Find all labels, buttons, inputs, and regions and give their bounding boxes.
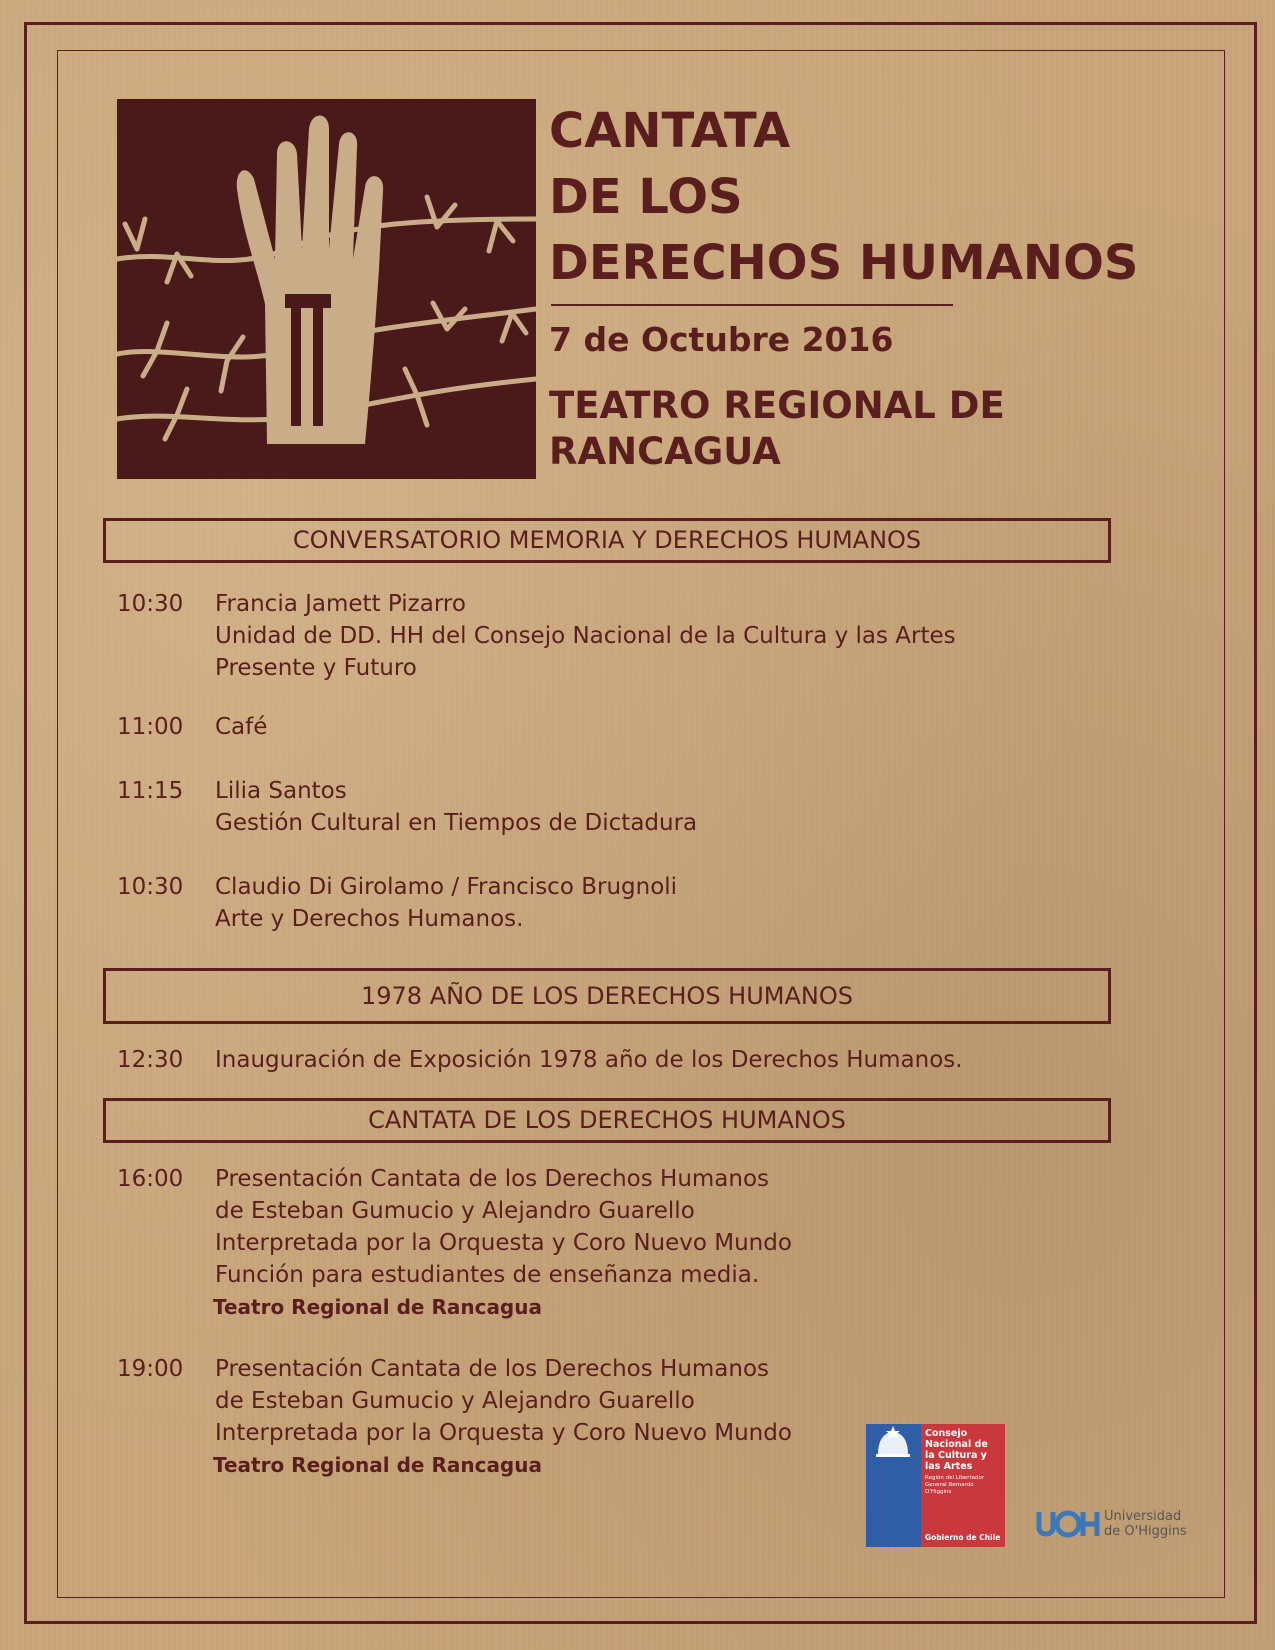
title-line: CANTATA — [549, 103, 791, 159]
entry-time: 10:30 — [117, 591, 184, 617]
uoh-name-line: Universidad — [1104, 1509, 1182, 1524]
entry-line: Inauguración de Exposición 1978 año de los Derechos Humanos. — [215, 1047, 963, 1073]
section-heading-conversatorio: CONVERSATORIO MEMORIA Y DERECHOS HUMANOS — [103, 518, 1111, 563]
entry-line: Presentación Cantata de los Derechos Humanos — [215, 1166, 770, 1192]
entry-line: Presentación Cantata de los Derechos Humanos — [215, 1356, 770, 1382]
entry-line: Café — [215, 714, 268, 740]
entry-line: de Esteban Gumucio y Alejandro Guarello — [215, 1198, 695, 1224]
coat-of-arms-icon — [866, 1424, 921, 1464]
entry-venue: Teatro Regional de Rancagua — [213, 1453, 542, 1477]
section-heading-cantata: CANTATA DE LOS DERECHOS HUMANOS — [103, 1098, 1111, 1143]
entry-line: Presente y Futuro — [215, 655, 417, 681]
uoh-name-line: de O'Higgins — [1104, 1524, 1187, 1539]
title-line: DE LOS — [549, 169, 743, 225]
entry-line: Interpretada por la Orquesta y Coro Nuevo Mundo — [215, 1230, 792, 1256]
hand-barbed-wire-illustration — [117, 99, 536, 479]
section-heading-1978: 1978 AÑO DE LOS DERECHOS HUMANOS — [103, 968, 1111, 1024]
cnca-name-line: Consejo — [925, 1428, 968, 1439]
entry-time: 10:30 — [117, 874, 184, 900]
entry-line: Claudio Di Girolamo / Francisco Brugnoli — [215, 874, 678, 900]
cnca-logo — [866, 1424, 1005, 1547]
cnca-name-line: la Cultura y — [925, 1450, 987, 1461]
entry-time: 11:00 — [117, 714, 184, 740]
entry-line: Unidad de DD. HH del Consejo Nacional de la Cultura y las Artes — [215, 623, 956, 649]
entry-line: Interpretada por la Orquesta y Coro Nuevo Mundo — [215, 1420, 792, 1446]
entry-line: Gestión Cultural en Tiempos de Dictadura — [215, 810, 698, 836]
uoh-mark-icon — [1036, 1508, 1100, 1540]
cnca-name-line: Nacional de — [925, 1439, 988, 1450]
entry-time: 16:00 — [117, 1166, 184, 1192]
entry-venue: Teatro Regional de Rancagua — [213, 1295, 542, 1319]
cnca-region-line: O'Higgins — [925, 1489, 952, 1495]
title-line: DERECHOS HUMANOS — [549, 235, 1139, 291]
cnca-region-line: General Bernardo — [925, 1482, 974, 1488]
cnca-region-line: Región del Libertador — [925, 1475, 985, 1481]
event-venue: TEATRO REGIONAL DE RANCAGUA — [549, 384, 1005, 473]
entry-time: 19:00 — [117, 1356, 184, 1382]
poster-title — [549, 98, 1138, 296]
entry-line: de Esteban Gumucio y Alejandro Guarello — [215, 1388, 695, 1414]
entry-line: Lilia Santos — [215, 778, 347, 804]
event-date: 7 de Octubre 2016 — [549, 320, 894, 359]
uoh-logo — [1036, 1508, 1187, 1540]
cnca-name-line: las Artes — [925, 1461, 973, 1472]
entry-time: 12:30 — [117, 1047, 184, 1073]
cnca-government: Gobierno de Chile — [925, 1533, 1001, 1542]
title-divider — [551, 304, 953, 306]
entry-line: Arte y Derechos Humanos. — [215, 906, 524, 932]
entry-time: 11:15 — [117, 778, 184, 804]
entry-line: Francia Jamett Pizarro — [215, 591, 466, 617]
entry-line: Función para estudiantes de enseñanza media. — [215, 1262, 760, 1288]
